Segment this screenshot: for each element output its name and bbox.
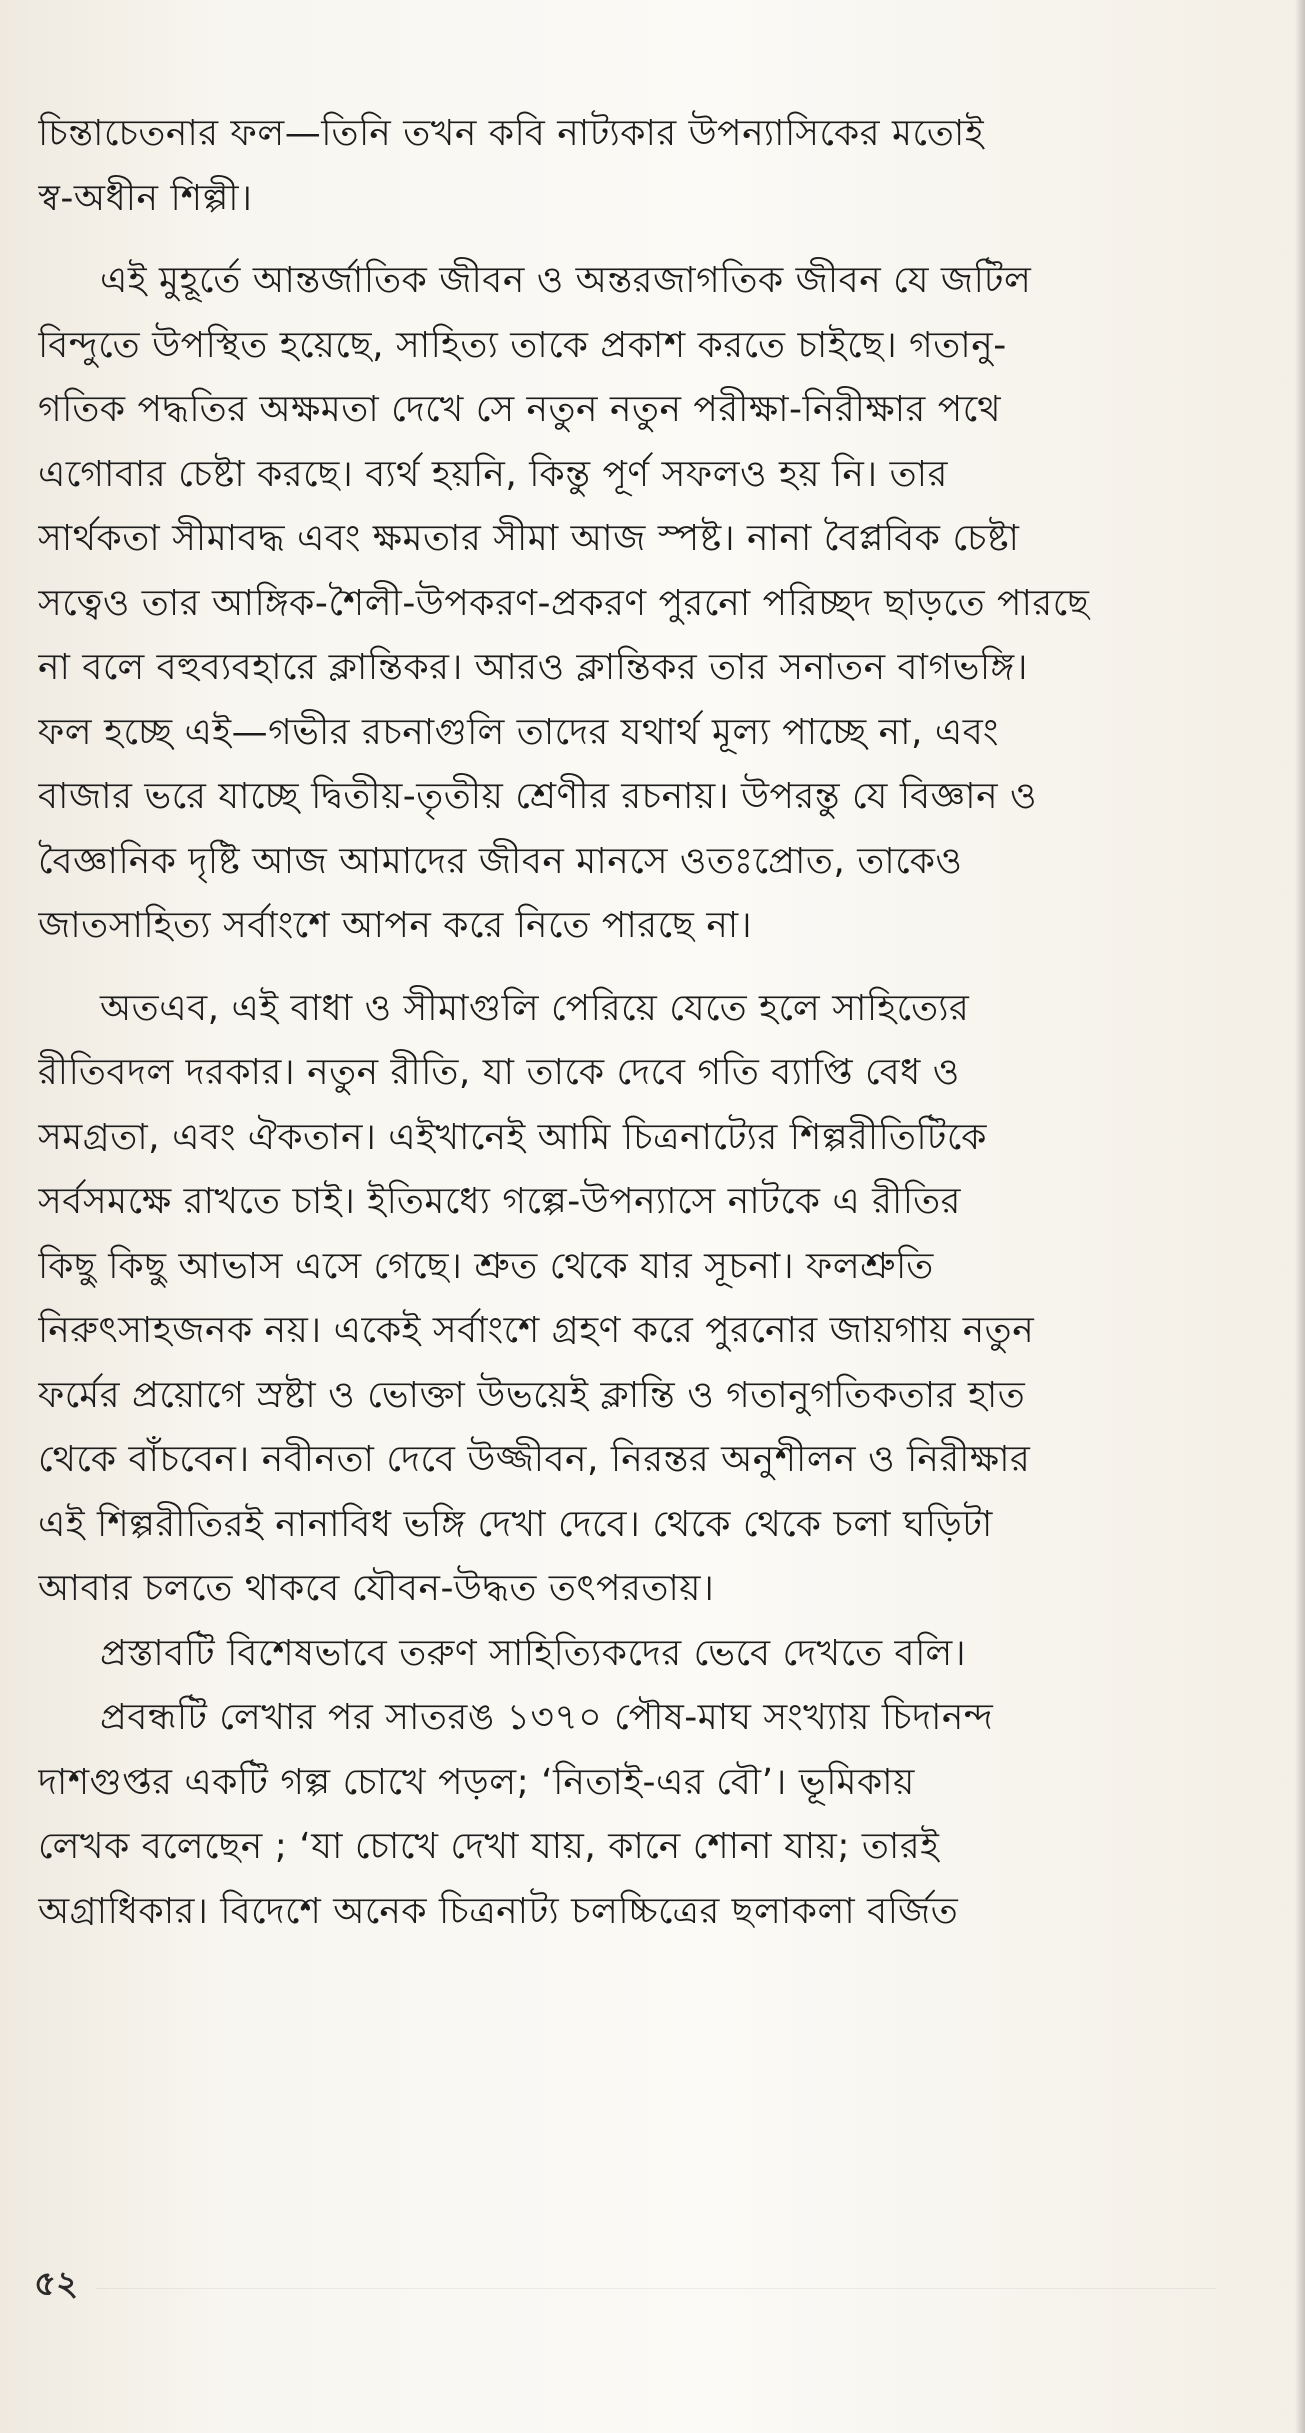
paragraph-2	[38, 249, 1268, 959]
paragraph-1	[38, 102, 1268, 231]
text-line: কিছু কিছু আভাস এসে গেছে। শ্রুত থেকে যার সূচনা। ফলশ্রুতি	[38, 1245, 934, 1287]
text-line: অতএব, এই বাধা ও সীমাগুলি পেরিয়ে যেতে হলে সাহিত্যের	[100, 987, 970, 1029]
text-line: বৈজ্ঞানিক দৃষ্টি আজ আমাদের জীবন মানসে ওতঃপ্রোত, তাকেও	[38, 840, 963, 882]
text-line: বিন্দুতে উপস্থিত হয়েছে, সাহিত্য তাকে প্রকাশ করতে চাইছে। গতানু-	[38, 324, 1007, 366]
page-edge-shadow	[1295, 0, 1305, 2433]
text-line: চিন্তাচেতনার ফল—তিনি তখন কবি নাট্যকার উপন্যাসিকের মতোই	[38, 113, 985, 154]
text-line: দাশগুপ্তর একটি গল্প চোখে পড়ল; ‘নিতাই-এর বৌ’। ভূমিকায়	[38, 1761, 915, 1803]
text-line: নিরুৎসাহজনক নয়। একেই সর্বাংশে গ্রহণ করে পুরনোর জায়গায় নতুন	[38, 1310, 1035, 1351]
text-line: বাজার ভরে যাচ্ছে দ্বিতীয়-তৃতীয় শ্রেণীর রচনায়। উপরন্তু যে বিজ্ঞান ও	[38, 776, 1037, 817]
text-line: এই মুহূর্তে আন্তর্জাতিক জীবন ও অন্তরজাগতিক জীবন যে জটিল	[100, 260, 1032, 301]
text-line: প্রস্তাবটি বিশেষভাবে তরুণ সাহিত্যিকদের ভেবে দেখতে বলি।	[100, 1632, 967, 1674]
paragraph-3	[38, 977, 1268, 1622]
text-line: সত্বেও তার আঙ্গিক-শৈলী-উপকরণ-প্রকরণ পুরনো পরিচ্ছদ ছাড়তে পারছে	[38, 582, 1090, 624]
footer-rule	[96, 2288, 1216, 2289]
text-line: এগোবার চেষ্টা করছে। ব্যর্থ হয়নি, কিন্তু পূর্ণ সফলও হয় নি। তার	[38, 453, 948, 495]
page-number: ৫২	[34, 2264, 79, 2304]
body-text	[38, 102, 1268, 1944]
text-line: গতিক পদ্ধতির অক্ষমতা দেখে সে নতুন নতুন পরীক্ষা-নিরীক্ষার পথে	[38, 389, 1002, 430]
text-line: সর্বসমক্ষে রাখতে চাই। ইতিমধ্যে গল্পে-উপন্যাসে নাটকে এ রীতির	[38, 1181, 961, 1222]
text-line: জাতসাহিত্য সর্বাংশে আপন করে নিতে পারছে না।	[38, 905, 753, 946]
text-line: থেকে বাঁচবেন। নবীনতা দেবে উজ্জীবন, নিরন্তর অনুশীলন ও নিরীক্ষার	[38, 1439, 1031, 1480]
text-line: এই শিল্পরীতিরই নানাবিধ ভঙ্গি দেখা দেবে। থেকে থেকে চলা ঘড়িটা	[38, 1503, 993, 1545]
text-line: না বলে বহুব্যবহারে ক্লান্তিকর। আরও ক্লান্তিকর তার সনাতন বাগভঙ্গি।	[38, 647, 1028, 688]
text-line: আবার চলতে থাকবে যৌবন-উদ্ধত তৎপরতায়।	[38, 1568, 715, 1609]
text-line: সার্থকতা সীমাবদ্ধ এবং ক্ষমতার সীমা আজ স্পষ্ট। নানা বৈপ্লবিক চেষ্টা	[38, 518, 1020, 559]
paragraph-5	[38, 1686, 1268, 1944]
text-line: ফল হচ্ছে এই—গভীর রচনাগুলি তাদের যথার্থ মূল্য পাচ্ছে না, এবং	[38, 711, 999, 753]
text-line: লেখক বলেছেন ; ‘যা চোখে দেখা যায়, কানে শোনা যায়; তারই	[38, 1826, 940, 1867]
text-line: অগ্রাধিকার। বিদেশে অনেক চিত্রনাট্য চলচ্চিত্রের ছলাকলা বর্জিত	[38, 1890, 959, 1932]
text-line: প্রবন্ধটি লেখার পর সাতরঙ ১৩৭০ পৌষ-মাঘ সংখ্যায় চিদানন্দ	[100, 1697, 994, 1738]
text-line: স্ব-অধীন শিল্পী।	[38, 177, 253, 219]
paragraph-4	[38, 1622, 1268, 1687]
text-line: ফর্মের প্রয়োগে স্রষ্টা ও ভোক্তা উভয়েই ক্লান্তি ও গতানুগতিকতার হাত	[38, 1374, 1026, 1416]
text-line: সমগ্রতা, এবং ঐকতান। এইখানেই আমি চিত্রনাট্যের শিল্পরীতিটিকে	[38, 1116, 987, 1158]
text-line: রীতিবদল দরকার। নতুন রীতি, যা তাকে দেবে গতি ব্যাপ্তি বেধ ও	[38, 1052, 960, 1093]
